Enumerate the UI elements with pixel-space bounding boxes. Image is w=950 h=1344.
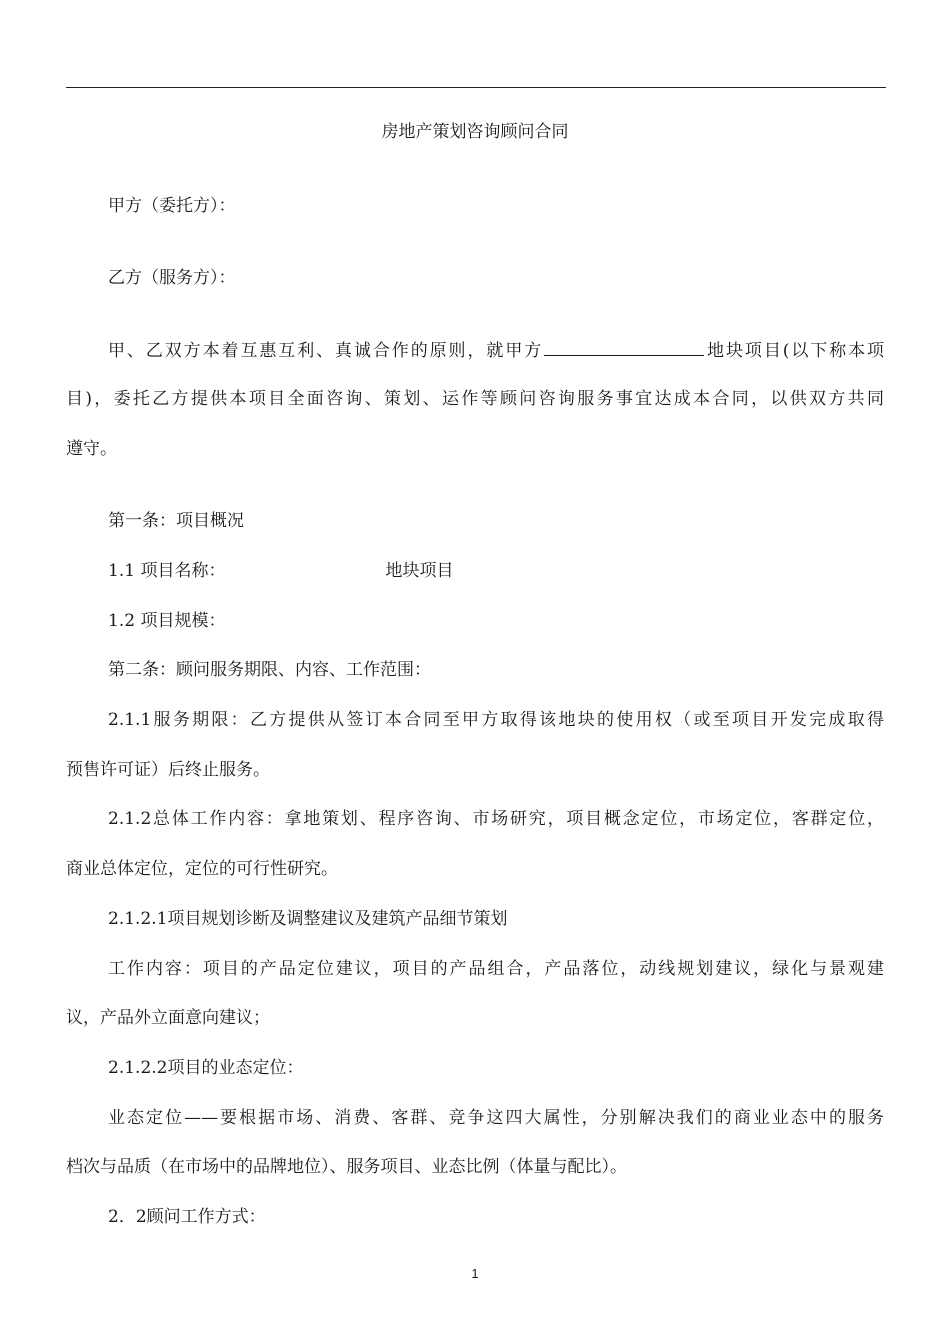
item-1-1-value: 地块项目	[385, 561, 454, 581]
preamble-line-3: 遵守。	[66, 439, 117, 459]
preamble-line-2: 目)，委托乙方提供本项目全面咨询、策划、运作等顾问咨询服务事宜达成本合同，以供双方共同	[66, 389, 884, 409]
item-1-2-line: 1.2 项目规模：	[108, 611, 226, 631]
positioning-line-1: 业态定位——要根据市场、消费、客群、竞争这四大属性，分别解决我们的商业业态中的服务	[108, 1108, 884, 1128]
preamble-text-before-blank: 甲、乙双方本着互惠互利、真诚合作的原则，就甲方	[108, 341, 544, 361]
header-rule	[66, 87, 886, 88]
party-b-line: 乙方（服务方）：	[108, 268, 236, 288]
fill-in-blank-project	[544, 339, 704, 356]
item-2-1-2-line-1: 2.1.2总体工作内容：拿地策划、程序咨询、市场研究，项目概念定位，市场定位，客群定位，	[108, 809, 884, 829]
item-2-1-2-2-line: 2.1.2.2项目的业态定位：	[108, 1058, 304, 1078]
positioning-line-2: 档次与品质（在市场中的品牌地位）、服务项目、业态比例（体量与配比）。	[66, 1157, 627, 1177]
item-2-1-1-line-2: 预售许可证）后终止服务。	[66, 760, 270, 780]
item-1-1-label: 1.1 项目名称：	[108, 561, 226, 581]
party-a-line: 甲方（委托方）：	[108, 196, 236, 216]
preamble-text-after-blank: 地块项目(以下称本项	[705, 341, 885, 361]
item-2-1-2-1-line: 2.1.2.1项目规划诊断及调整建议及建筑产品细节策划	[108, 909, 508, 929]
item-2-1-1-line-1: 2.1.1服务期限：乙方提供从签订本合同至甲方取得该地块的使用权（或至项目开发完成取得	[108, 710, 884, 730]
item-2-1-2-line-2: 商业总体定位，定位的可行性研究。	[66, 859, 338, 879]
document-title: 房地产策划咨询顾问合同	[381, 122, 569, 142]
preamble-line-1	[108, 339, 884, 362]
article-1-heading: 第一条：项目概况	[108, 511, 244, 531]
work-content-line-1: 工作内容：项目的产品定位建议，项目的产品组合，产品落位，动线规划建议，绿化与景观建	[108, 959, 884, 979]
article-2-heading: 第二条：顾问服务期限、内容、工作范围：	[108, 660, 431, 680]
item-2-2-line: 2．2顾问工作方式：	[108, 1207, 266, 1227]
work-content-line-2: 议，产品外立面意向建议；	[66, 1008, 270, 1028]
item-1-1-line	[108, 560, 453, 582]
page-number: 1	[471, 1266, 479, 1281]
